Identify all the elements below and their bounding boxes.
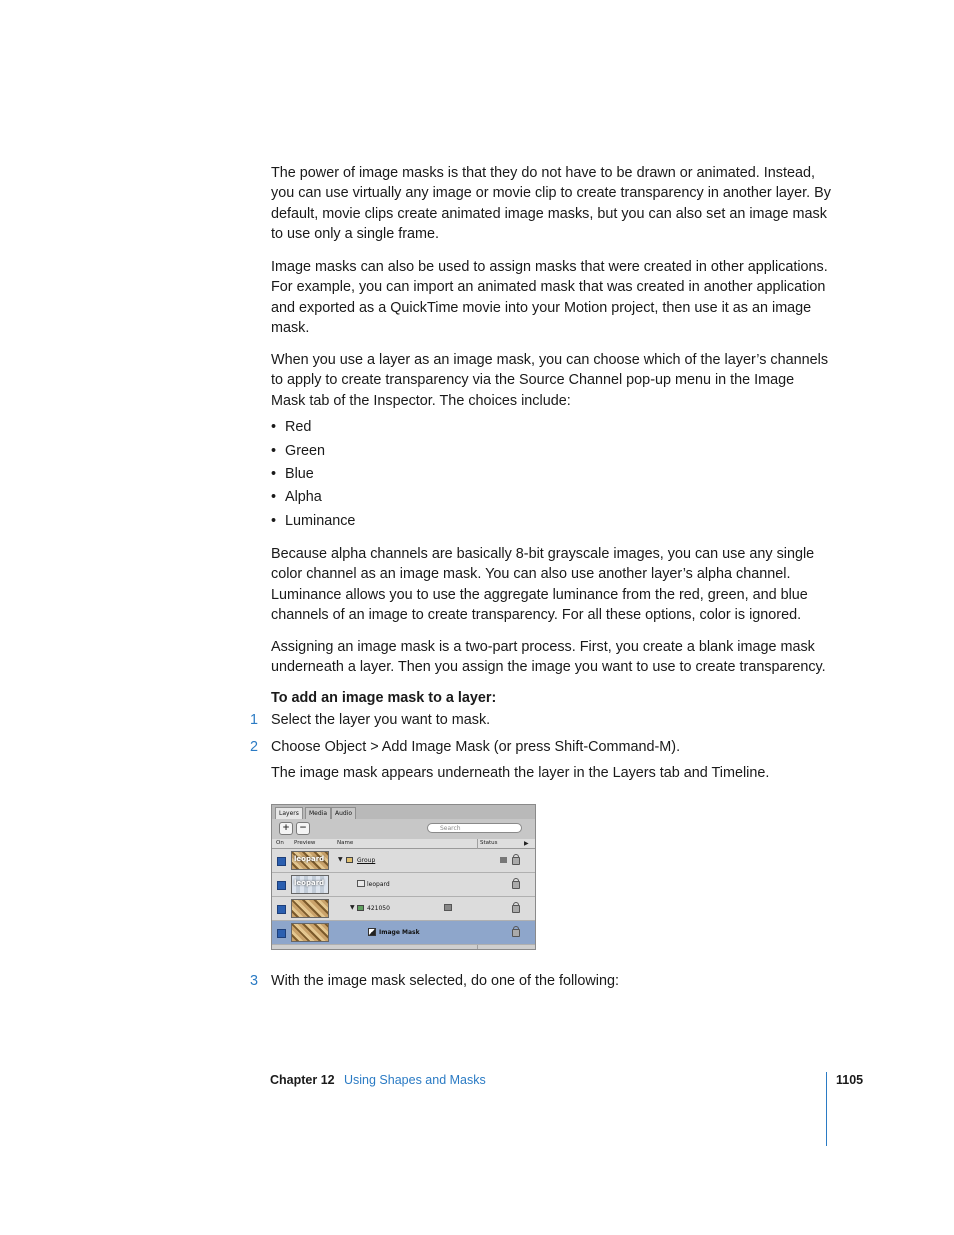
step-2-result: The image mask appears underneath the layer in the Layers tab and Timeline. <box>271 765 770 781</box>
tab-media[interactable]: Media <box>305 807 331 819</box>
remove-layer-button[interactable]: − <box>296 822 310 835</box>
image-layer-icon <box>357 905 364 911</box>
status-icon <box>500 857 507 863</box>
page-number: 1105 <box>836 1073 864 1087</box>
step-2: 2 Choose Object > Add Image Mask (or press Shift-Command-M). <box>250 739 681 755</box>
column-expand-icon[interactable]: ▶ <box>524 840 529 847</box>
layer-row-421050[interactable] <box>272 897 536 921</box>
visibility-checkbox[interactable] <box>277 905 286 914</box>
group-icon <box>346 857 353 863</box>
disclosure-triangle-icon[interactable]: ▼ <box>350 904 355 911</box>
footer-divider <box>826 1072 827 1146</box>
visibility-checkbox[interactable] <box>277 857 286 866</box>
bullet-item: • Green <box>271 443 325 459</box>
layer-name: leopard <box>367 881 390 888</box>
paragraph-channels: When you use a layer as an image mask, you can choose which of the layer’s channels to apply to create transparency via the Source Channel pop-up menu in the Image Mask tab of the Inspector. The choices include: <box>271 352 829 409</box>
paragraph-alpha: Because alpha channels are basically 8-bit grayscale images, you can use any single color channel as an image mask. You can also use another layer’s alpha channel. Luminance allows you to use the aggregate luminance from the red, green, and blue channels of an image to create transparency. For all these options, color is ignored. <box>271 546 815 623</box>
layer-name: Image Mask <box>379 929 420 936</box>
search-input[interactable]: Search <box>427 823 522 833</box>
add-layer-button[interactable]: + <box>279 822 293 835</box>
layer-thumbnail <box>291 923 329 942</box>
column-status: Status <box>480 840 498 846</box>
layer-row-group[interactable]: leopard ▼ Group <box>272 849 536 873</box>
paragraph-intro: The power of image masks is that they do not have to be drawn or animated. Instead, you can use virtually any image or movie clip to create transparency in another layer. By default, movie clips create animated image masks, but you can also set an image mask to use only a single frame. <box>271 165 831 242</box>
bullet-item: • Red <box>271 419 312 435</box>
bullet-item: • Blue <box>271 466 314 482</box>
footer-chapter-title[interactable]: Using Shapes and Masks <box>344 1073 486 1087</box>
column-preview: Preview <box>294 840 316 846</box>
lock-icon[interactable] <box>512 857 520 865</box>
column-on: On <box>276 840 284 846</box>
lock-icon[interactable] <box>512 881 520 889</box>
disclosure-triangle-icon[interactable]: ▼ <box>338 856 343 863</box>
layer-name: Group <box>357 857 376 864</box>
lock-icon[interactable] <box>512 929 520 937</box>
column-name: Name <box>337 840 354 846</box>
layer-row-image-mask[interactable] <box>272 921 536 945</box>
text-layer-icon <box>357 880 365 887</box>
mask-indicator-icon <box>444 904 452 911</box>
image-mask-icon <box>368 928 376 936</box>
panel-tabs <box>272 805 536 820</box>
layer-row-leopard[interactable]: leopard leopard <box>272 873 536 897</box>
layers-panel-screenshot <box>271 804 536 950</box>
panel-toolbar <box>272 819 536 839</box>
paragraph-two-part: Assigning an image mask is a two-part process. First, you create a blank image mask underneath a layer. Then you assign the image you want to use to create transparency. <box>271 639 826 676</box>
column-headers <box>272 839 536 849</box>
visibility-checkbox[interactable] <box>277 929 286 938</box>
layer-thumbnail <box>291 899 329 918</box>
tab-audio[interactable]: Audio <box>331 807 356 819</box>
tab-layers[interactable]: Layers <box>275 807 303 819</box>
layer-name: 421050 <box>367 905 390 912</box>
footer-chapter: Chapter 12 <box>270 1073 335 1087</box>
step-3: 3 With the image mask selected, do one of the following: <box>250 973 619 989</box>
paragraph-other-apps: Image masks can also be used to assign masks that were created in other applications. For example, you can import an animated mask that was created in another application and exported as a QuickTime movie into your Motion project, then use it as an image mask. <box>271 259 828 336</box>
lock-icon[interactable] <box>512 905 520 913</box>
bullet-item: • Luminance <box>271 513 356 529</box>
visibility-checkbox[interactable] <box>277 881 286 890</box>
step-1: 1 Select the layer you want to mask. <box>250 712 491 728</box>
task-heading: To add an image mask to a layer: <box>271 690 497 706</box>
bullet-item: • Alpha <box>271 489 322 505</box>
